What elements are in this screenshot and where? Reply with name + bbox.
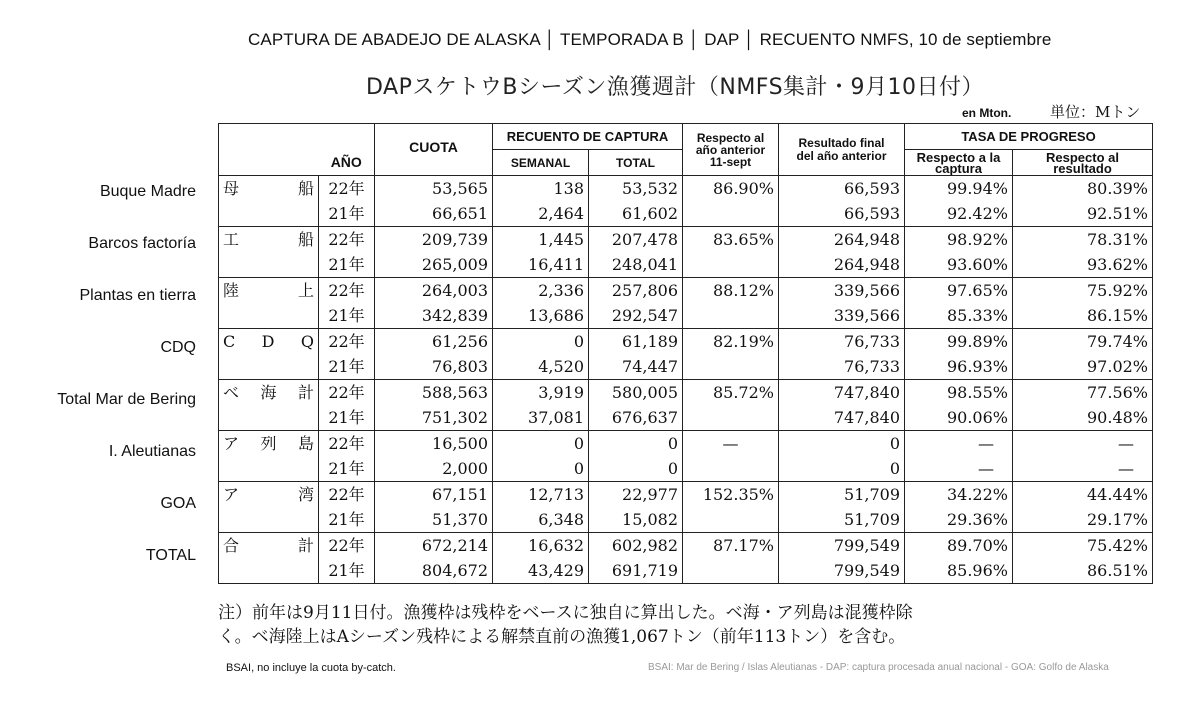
total-cell: 691,719 bbox=[589, 558, 683, 584]
prev-year-cell: 83.65% bbox=[683, 227, 779, 253]
quota-cell: 16,500 bbox=[375, 431, 493, 457]
header-vs-result-l1: Respecto al bbox=[1046, 149, 1119, 165]
progress-catch-cell: 96.93% bbox=[905, 354, 1013, 380]
progress-result-cell: 75.92% bbox=[1013, 278, 1153, 304]
footnote-jp-line1: 注）前年は9月11日付。漁獲枠は残枠をベースに独自に算出した。ベ海・ア列島は混獲枠除 bbox=[218, 603, 913, 623]
prev-year-cell: 85.72% bbox=[683, 380, 779, 406]
weekly-cell: 4,520 bbox=[493, 354, 589, 380]
progress-catch-cell: 34.22% bbox=[905, 482, 1013, 508]
year-cell: 22年 bbox=[319, 329, 375, 355]
category-jp-chars bbox=[223, 278, 318, 303]
total-cell: 53,532 bbox=[589, 176, 683, 202]
progress-result-cell: 93.62% bbox=[1013, 252, 1153, 278]
progress-catch-cell: 29.36% bbox=[905, 507, 1013, 533]
header-final-result bbox=[779, 124, 905, 176]
table-row bbox=[219, 354, 1153, 380]
quota-cell: 672,214 bbox=[375, 533, 493, 559]
header-vs-result bbox=[1013, 150, 1153, 176]
progress-result-cell: 29.17% bbox=[1013, 507, 1153, 533]
year-cell: 21年 bbox=[319, 456, 375, 482]
weekly-cell: 0 bbox=[493, 431, 589, 457]
total-cell: 257,806 bbox=[589, 278, 683, 304]
category-jp-char: 計 bbox=[297, 383, 314, 402]
category-jp-char: 母 bbox=[223, 179, 240, 198]
year-cell: 21年 bbox=[319, 252, 375, 278]
total-cell: 248,041 bbox=[589, 252, 683, 278]
weekly-cell: 138 bbox=[493, 176, 589, 202]
page-title: CAPTURA DE ABADEJO DE ALASKA │ TEMPORADA B │ DAP │ RECUENTO NMFS, 10 de septiembre bbox=[248, 30, 1052, 49]
prev-year-cell: 88.12% bbox=[683, 278, 779, 304]
prev-year-cell bbox=[683, 456, 779, 482]
year-cell: 21年 bbox=[319, 558, 375, 584]
category-jp-char: 工 bbox=[223, 230, 240, 249]
prev-year-cell: 87.17% bbox=[683, 533, 779, 559]
row-label: TOTAL bbox=[145, 547, 196, 564]
table-row bbox=[219, 507, 1153, 533]
category-jp-chars bbox=[223, 431, 318, 456]
header-quota: CUOTA bbox=[375, 124, 493, 176]
year-cell: 21年 bbox=[319, 201, 375, 227]
category-jp-chars bbox=[223, 329, 318, 354]
final-result-cell: 799,549 bbox=[779, 533, 905, 559]
category-jp-chars bbox=[223, 176, 318, 201]
quota-cell: 342,839 bbox=[375, 303, 493, 329]
progress-result-cell: 44.44% bbox=[1013, 482, 1153, 508]
progress-catch-cell: 97.65% bbox=[905, 278, 1013, 304]
category-jp-char: 陸 bbox=[223, 281, 240, 300]
year-cell: 22年 bbox=[319, 380, 375, 406]
progress-catch-cell: 93.60% bbox=[905, 252, 1013, 278]
unit-label-jp: 単位：Mトン bbox=[1050, 103, 1141, 121]
weekly-cell: 16,411 bbox=[493, 252, 589, 278]
progress-result-cell: 77.56% bbox=[1013, 380, 1153, 406]
weekly-cell: 6,348 bbox=[493, 507, 589, 533]
table-row bbox=[219, 227, 1153, 253]
category-jp-char: ア bbox=[223, 485, 240, 504]
total-cell: 0 bbox=[589, 456, 683, 482]
table-row bbox=[219, 329, 1153, 355]
progress-result-cell: 80.39% bbox=[1013, 176, 1153, 202]
final-result-cell: 76,733 bbox=[779, 354, 905, 380]
total-cell: 74,447 bbox=[589, 354, 683, 380]
total-cell: 580,005 bbox=[589, 380, 683, 406]
table-row bbox=[219, 380, 1153, 406]
table-row bbox=[219, 533, 1153, 559]
progress-catch-cell: — bbox=[905, 456, 1013, 482]
final-result-cell: 51,709 bbox=[779, 482, 905, 508]
quota-cell: 67,151 bbox=[375, 482, 493, 508]
header-prev-year bbox=[683, 124, 779, 176]
catch-table bbox=[218, 123, 1153, 584]
prev-year-cell: — bbox=[683, 431, 779, 457]
final-result-cell: 66,593 bbox=[779, 176, 905, 202]
category-jp-char: 合 bbox=[223, 536, 240, 555]
year-cell: 22年 bbox=[319, 176, 375, 202]
category-jp-char: 島 bbox=[297, 434, 314, 453]
table-row bbox=[219, 303, 1153, 329]
table-row bbox=[219, 558, 1153, 584]
weekly-cell: 43,429 bbox=[493, 558, 589, 584]
row-label: I. Aleutianas bbox=[108, 443, 196, 460]
header-prev-year-l3: 11-sept bbox=[709, 154, 752, 169]
footnote-abbreviations: BSAI: Mar de Bering / Islas Aleutianas - DAP: captura procesada anual nacional - GOA: Golfo de Alaska bbox=[648, 662, 1109, 673]
category-jp-char: 列 bbox=[260, 434, 277, 453]
header-vs-catch-l2: captura bbox=[935, 160, 982, 176]
year-cell: 22年 bbox=[319, 227, 375, 253]
category-jp-char: 船 bbox=[297, 230, 314, 249]
category-jp bbox=[219, 431, 319, 482]
row-label: Total Mar de Bering bbox=[57, 391, 196, 408]
final-result-cell: 339,566 bbox=[779, 278, 905, 304]
prev-year-cell bbox=[683, 303, 779, 329]
prev-year-cell bbox=[683, 507, 779, 533]
header-prev-year-l2: año anterior bbox=[695, 142, 766, 157]
progress-result-cell: 86.15% bbox=[1013, 303, 1153, 329]
header-progress: TASA DE PROGRESO bbox=[905, 124, 1153, 150]
final-result-cell: 0 bbox=[779, 431, 905, 457]
category-jp-char: 湾 bbox=[297, 485, 314, 504]
footnote-jp bbox=[218, 601, 1148, 649]
category-jp-char: ア bbox=[223, 434, 240, 453]
category-jp bbox=[219, 329, 319, 380]
header-prev-year-l1: Respecto al bbox=[696, 130, 765, 145]
prev-year-cell: 86.90% bbox=[683, 176, 779, 202]
quota-cell: 51,370 bbox=[375, 507, 493, 533]
weekly-cell: 12,713 bbox=[493, 482, 589, 508]
header-year: AÑO bbox=[319, 124, 375, 176]
header-vs-catch bbox=[905, 150, 1013, 176]
quota-cell: 66,651 bbox=[375, 201, 493, 227]
final-result-cell: 76,733 bbox=[779, 329, 905, 355]
progress-result-cell: 97.02% bbox=[1013, 354, 1153, 380]
progress-result-cell: 79.74% bbox=[1013, 329, 1153, 355]
progress-result-cell: 92.51% bbox=[1013, 201, 1153, 227]
progress-catch-cell: 99.94% bbox=[905, 176, 1013, 202]
progress-catch-cell: 85.33% bbox=[905, 303, 1013, 329]
category-jp-chars bbox=[223, 482, 318, 507]
quota-cell: 588,563 bbox=[375, 380, 493, 406]
category-jp-char: Q bbox=[300, 332, 314, 351]
total-cell: 676,637 bbox=[589, 405, 683, 431]
table-row bbox=[219, 176, 1153, 202]
table-row bbox=[219, 252, 1153, 278]
progress-catch-cell: 98.55% bbox=[905, 380, 1013, 406]
category-jp bbox=[219, 227, 319, 278]
quota-cell: 265,009 bbox=[375, 252, 493, 278]
category-jp bbox=[219, 176, 319, 227]
progress-result-cell: 78.31% bbox=[1013, 227, 1153, 253]
total-cell: 602,982 bbox=[589, 533, 683, 559]
row-label: Buque Madre bbox=[99, 183, 196, 200]
progress-catch-cell: 85.96% bbox=[905, 558, 1013, 584]
prev-year-cell bbox=[683, 558, 779, 584]
final-result-cell: 0 bbox=[779, 456, 905, 482]
prev-year-cell: 82.19% bbox=[683, 329, 779, 355]
header-vs-catch-l1: Respecto a la bbox=[916, 149, 1001, 165]
jp-title: DAPスケトウBシーズン漁獲週計（NMFS集計・9月10日付） bbox=[366, 75, 985, 100]
quota-cell: 804,672 bbox=[375, 558, 493, 584]
year-cell: 22年 bbox=[319, 482, 375, 508]
row-label: Plantas en tierra bbox=[79, 287, 196, 304]
category-jp-char: ベ bbox=[223, 383, 240, 402]
year-cell: 21年 bbox=[319, 405, 375, 431]
final-result-cell: 747,840 bbox=[779, 405, 905, 431]
total-cell: 61,602 bbox=[589, 201, 683, 227]
total-cell: 22,977 bbox=[589, 482, 683, 508]
weekly-cell: 0 bbox=[493, 456, 589, 482]
category-jp-char: 計 bbox=[297, 536, 314, 555]
year-cell: 22年 bbox=[319, 431, 375, 457]
year-cell: 21年 bbox=[319, 507, 375, 533]
weekly-cell: 2,336 bbox=[493, 278, 589, 304]
category-jp bbox=[219, 482, 319, 533]
year-cell: 21年 bbox=[319, 303, 375, 329]
header-total: TOTAL bbox=[589, 150, 683, 176]
weekly-cell: 3,919 bbox=[493, 380, 589, 406]
year-cell: 22年 bbox=[319, 278, 375, 304]
progress-catch-cell: — bbox=[905, 431, 1013, 457]
category-jp bbox=[219, 533, 319, 584]
table-row bbox=[219, 482, 1153, 508]
weekly-cell: 1,445 bbox=[493, 227, 589, 253]
year-cell: 22年 bbox=[319, 533, 375, 559]
table-row bbox=[219, 405, 1153, 431]
category-jp-char: C bbox=[223, 332, 236, 351]
category-jp-char: 船 bbox=[297, 179, 314, 198]
progress-result-cell: — bbox=[1013, 456, 1153, 482]
quota-cell: 209,739 bbox=[375, 227, 493, 253]
quota-cell: 264,003 bbox=[375, 278, 493, 304]
weekly-cell: 13,686 bbox=[493, 303, 589, 329]
final-result-cell: 747,840 bbox=[779, 380, 905, 406]
category-jp-chars bbox=[223, 227, 318, 252]
total-cell: 0 bbox=[589, 431, 683, 457]
progress-result-cell: — bbox=[1013, 431, 1153, 457]
weekly-cell: 16,632 bbox=[493, 533, 589, 559]
category-jp-char: 上 bbox=[297, 281, 314, 300]
quota-cell: 61,256 bbox=[375, 329, 493, 355]
prev-year-cell bbox=[683, 354, 779, 380]
prev-year-cell: 152.35% bbox=[683, 482, 779, 508]
unit-label-es: en Mton. bbox=[962, 106, 1012, 120]
category-jp-char: 海 bbox=[260, 383, 277, 402]
prev-year-cell bbox=[683, 405, 779, 431]
quota-cell: 76,803 bbox=[375, 354, 493, 380]
quota-cell: 751,302 bbox=[375, 405, 493, 431]
row-label: Barcos factoría bbox=[88, 235, 196, 252]
final-result-cell: 799,549 bbox=[779, 558, 905, 584]
category-jp-chars bbox=[223, 380, 318, 405]
total-cell: 207,478 bbox=[589, 227, 683, 253]
weekly-cell: 0 bbox=[493, 329, 589, 355]
row-label: CDQ bbox=[160, 339, 196, 356]
category-jp bbox=[219, 380, 319, 431]
table-row bbox=[219, 201, 1153, 227]
total-cell: 15,082 bbox=[589, 507, 683, 533]
final-result-cell: 66,593 bbox=[779, 201, 905, 227]
final-result-cell: 264,948 bbox=[779, 252, 905, 278]
header-final-l1: Resultado final bbox=[798, 135, 885, 150]
final-result-cell: 339,566 bbox=[779, 303, 905, 329]
table-row bbox=[219, 431, 1153, 457]
header-final-l2: del año anterior bbox=[796, 148, 887, 163]
progress-result-cell: 90.48% bbox=[1013, 405, 1153, 431]
final-result-cell: 51,709 bbox=[779, 507, 905, 533]
quota-cell: 2,000 bbox=[375, 456, 493, 482]
progress-catch-cell: 98.92% bbox=[905, 227, 1013, 253]
quota-cell: 53,565 bbox=[375, 176, 493, 202]
table-row bbox=[219, 456, 1153, 482]
category-jp-char: D bbox=[261, 332, 275, 351]
header-vs-result-l2: resultado bbox=[1053, 160, 1112, 176]
prev-year-cell bbox=[683, 252, 779, 278]
progress-result-cell: 86.51% bbox=[1013, 558, 1153, 584]
final-result-cell: 264,948 bbox=[779, 227, 905, 253]
footnote-bsai: BSAI, no incluye la cuota by-catch. bbox=[226, 662, 396, 674]
table-row bbox=[219, 278, 1153, 304]
total-cell: 61,189 bbox=[589, 329, 683, 355]
weekly-cell: 37,081 bbox=[493, 405, 589, 431]
progress-catch-cell: 92.42% bbox=[905, 201, 1013, 227]
category-jp-chars bbox=[223, 533, 318, 558]
total-cell: 292,547 bbox=[589, 303, 683, 329]
progress-catch-cell: 99.89% bbox=[905, 329, 1013, 355]
category-jp bbox=[219, 278, 319, 329]
year-cell: 21年 bbox=[319, 354, 375, 380]
prev-year-cell bbox=[683, 201, 779, 227]
progress-catch-cell: 89.70% bbox=[905, 533, 1013, 559]
row-label: GOA bbox=[160, 495, 196, 512]
header-catch-count: RECUENTO DE CAPTURA bbox=[493, 124, 683, 150]
footnote-jp-line2: く。ベ海陸上はAシーズン残枠による解禁直前の漁獲1,067トン（前年113トン）を含む。 bbox=[218, 627, 906, 647]
progress-result-cell: 75.42% bbox=[1013, 533, 1153, 559]
weekly-cell: 2,464 bbox=[493, 201, 589, 227]
progress-catch-cell: 90.06% bbox=[905, 405, 1013, 431]
header-weekly: SEMANAL bbox=[493, 150, 589, 176]
header-category bbox=[219, 124, 319, 176]
